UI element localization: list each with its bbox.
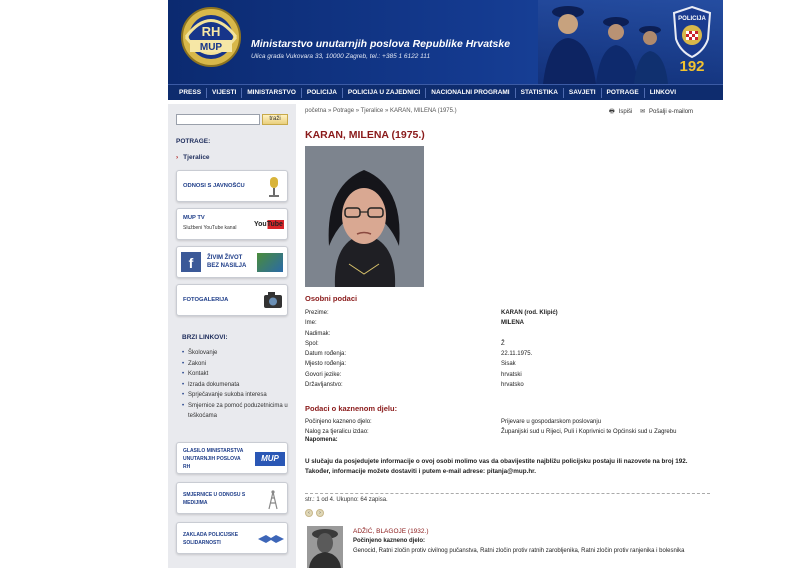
search-form (176, 114, 288, 125)
search-input[interactable] (176, 114, 260, 125)
smjernice-line-2: MEDIJIMA (183, 500, 208, 506)
field-label: Mjesto rođenja: (305, 361, 347, 368)
page (168, 0, 723, 568)
nav-item-press[interactable]: PRESS (174, 88, 207, 98)
nav-item-nacionalni-programi[interactable]: NACIONALNI PROGRAMI (426, 88, 515, 98)
broadcast-tower-icon (265, 488, 281, 510)
facebook-icon: f (181, 252, 201, 272)
field-label: Datum rođenja: (305, 351, 347, 358)
logo-text-bottom: MUP (199, 42, 223, 53)
field-value: Sisak (501, 361, 516, 368)
table-row (305, 427, 715, 437)
field-label: Počinjeno kazneno djelo: (305, 419, 372, 425)
smjernice-line-1: SMJERNICE U ODNOSU S (183, 492, 246, 498)
main-navigation (168, 84, 723, 100)
glasilo-line-2: UNUTARNJIH POSLOVA (183, 456, 241, 462)
quick-link-zakoni[interactable]: • Zakoni (182, 359, 294, 370)
fotogalerija-label: FOTOGALERIJA (183, 297, 229, 303)
field-label: Spol: (305, 340, 319, 347)
crime-section-title: Podaci o kaznenom djelu: (305, 404, 398, 413)
brzi-linkovi-list (182, 348, 294, 422)
table-row (305, 339, 715, 349)
field-value: hrvatsko (501, 382, 524, 389)
table-row (305, 308, 715, 318)
sidebar-item-label: Tjeralice (183, 154, 210, 161)
table-row (305, 380, 715, 390)
sidebar-item-tjeralice[interactable] (176, 154, 210, 161)
mup-glasilo-logo: MUP (255, 452, 285, 466)
microphone-icon (265, 176, 283, 198)
quick-link-smjernice-poduzetnicima[interactable]: • Smjernice za pomoć poduzetnicima u teškoćama (182, 401, 294, 422)
breadcrumb[interactable]: početna » Potrage » Tjeralice » KARAN, MILENA (1975.) (305, 108, 457, 114)
quick-link-sprjecavanje-sukoba[interactable]: • Sprječavanje sukoba interesa (182, 390, 294, 401)
field-value: MILENA (501, 320, 524, 327)
glasilo-line-1: GLASILO MINISTARSTVA (183, 448, 244, 454)
table-row (305, 359, 715, 369)
field-label: Ime: (305, 320, 317, 327)
police-badge-icon (670, 5, 714, 59)
field-value: 22.11.1975. (501, 351, 533, 358)
table-row (305, 417, 715, 427)
nav-item-ministarstvo[interactable]: MINISTARSTVO (242, 88, 302, 98)
badge-label: POLICIJA (678, 16, 706, 22)
zivim-line-2: BEZ NASILJA (207, 263, 247, 269)
mup-tv-title: MUP TV (183, 215, 205, 221)
field-value: KARAN (rod. Klipić) (501, 310, 558, 316)
mup-tv-subtitle: Službeni YouTube kanal (183, 225, 237, 231)
table-row (305, 329, 715, 339)
table-row (305, 370, 715, 380)
potrage-section-label: POTRAGE: (176, 138, 211, 145)
email-link[interactable]: Pošalji e-mailom (649, 109, 694, 115)
wanted-person-photo (305, 146, 424, 287)
youtube-logo-text: YouTube (254, 221, 283, 228)
table-row (305, 349, 715, 359)
camera-icon (263, 291, 283, 309)
note-label: Napomena: (305, 437, 338, 443)
personal-data-table (305, 308, 715, 390)
nav-item-savjeti[interactable]: SAVJETI (564, 88, 602, 98)
logo-text-top: RH (201, 24, 221, 39)
divider (305, 493, 710, 494)
site-header (168, 0, 723, 84)
field-value: Ž (501, 340, 505, 347)
search-button[interactable]: traži (262, 114, 288, 125)
field-value: Županijski sud u Rijeci, Puli i Koprivnici te Općinski sud u Zagrebu (501, 429, 677, 436)
nav-item-potrage[interactable]: POTRAGE (602, 88, 645, 98)
mup-logo[interactable] (180, 6, 242, 68)
nav-item-policija[interactable]: POLICIJA (302, 88, 343, 98)
banner-label: ODNOSI S JAVNOŠĆU (183, 183, 245, 189)
odnosi-s-javnoscu-banner[interactable] (176, 170, 288, 202)
emergency-number: 192 (679, 58, 705, 75)
smjernice-mediji-banner[interactable] (176, 482, 288, 514)
print-icon[interactable]: 🖶 (609, 109, 615, 115)
ministry-title: Ministarstvo unutarnjih poslova Republike Hrvatske (251, 38, 511, 50)
quick-link-kontakt[interactable]: • Kontakt (182, 369, 294, 380)
ministry-address: Ulica grada Vukovara 33, 10000 Zagreb, tel.: +385 1 6122 111 (251, 53, 431, 60)
contact-notice: U slučaju da posjedujete informacije o ovoj osobi molimo vas da obavijestite najbližu policijsku postaju ili nazovete na broj 192. Također, informacije možete dostaviti i putem e-mail adrese: pitanja@mup.hr. (305, 458, 688, 475)
brzi-linkovi-title: BRZI LINKOVI: (182, 334, 228, 341)
result-crime-label: Počinjeno kazneno djelo: (353, 538, 426, 544)
field-label: Govori jezike: (305, 371, 342, 378)
campaign-logo-icon (257, 253, 283, 272)
pagination-info: str.: 1 od 4. Ukupno: 64 zapisa. (305, 497, 388, 503)
zaklada-line-1: ZAKLADA POLICIJSKE (183, 532, 239, 538)
page-tools (605, 107, 693, 117)
field-label: Državljanstvo: (305, 382, 343, 389)
mup-tv-banner[interactable] (176, 208, 288, 240)
nav-item-statistika[interactable]: STATISTIKA (516, 88, 564, 98)
quick-link-skolovanje[interactable]: • Školovanje (182, 348, 294, 359)
result-name-link[interactable]: ADŽIĆ, BLAGOJE (1932.) (353, 528, 429, 535)
glasilo-banner[interactable] (176, 442, 288, 474)
field-value: hrvatski (501, 371, 522, 378)
table-row (305, 318, 715, 328)
field-label: Nadimak: (305, 330, 331, 337)
glasilo-line-3: RH (183, 464, 191, 470)
nav-item-policija-u-zajednici[interactable]: POLICIJA U ZAJEDNICI (343, 88, 426, 98)
next-page-icon[interactable]: › (316, 509, 324, 517)
result-photo[interactable] (307, 526, 343, 568)
crime-data-table (305, 417, 715, 438)
pagination-controls (305, 509, 327, 517)
youtube-icon (253, 218, 285, 232)
handshake-icon (257, 533, 285, 545)
chevron-right-icon: › (176, 154, 179, 161)
zaklada-banner[interactable] (176, 522, 288, 554)
zaklada-line-2: SOLIDARNOSTI (183, 540, 221, 546)
field-label: Nalog za tjeralicu izdao: (305, 429, 369, 436)
mail-icon[interactable]: ✉ (640, 109, 646, 115)
sidebar (168, 104, 296, 568)
print-link[interactable]: Ispiši (618, 109, 633, 115)
fotogalerija-banner[interactable] (176, 284, 288, 316)
page-title: KARAN, MILENA (1975.) (305, 129, 425, 141)
personal-section-title: Osobni podaci (305, 294, 358, 303)
nav-item-linkovi[interactable]: LINKOVI (649, 88, 677, 96)
result-crime-text: Genocid, Ratni zločin protiv civilnog pučanstva, Ratni zločin protiv ratnih zarobljenika, Ratni zločin protiv ranjenika i bolesnika (353, 548, 685, 554)
zivim-zivot-bez-nasilja-banner[interactable] (176, 246, 288, 278)
field-value: Prijevare u gospodarskom poslovanju (501, 419, 602, 425)
quick-link-izrada-dokumenata[interactable]: • Izrada dokumenata (182, 380, 294, 391)
prev-page-icon[interactable]: ‹ (305, 509, 313, 517)
zivim-line-1: ŽIVIM ŽIVOT (207, 255, 243, 261)
nav-item-vijesti[interactable]: VIJESTI (207, 88, 242, 98)
field-label: Prezime: (305, 310, 329, 316)
